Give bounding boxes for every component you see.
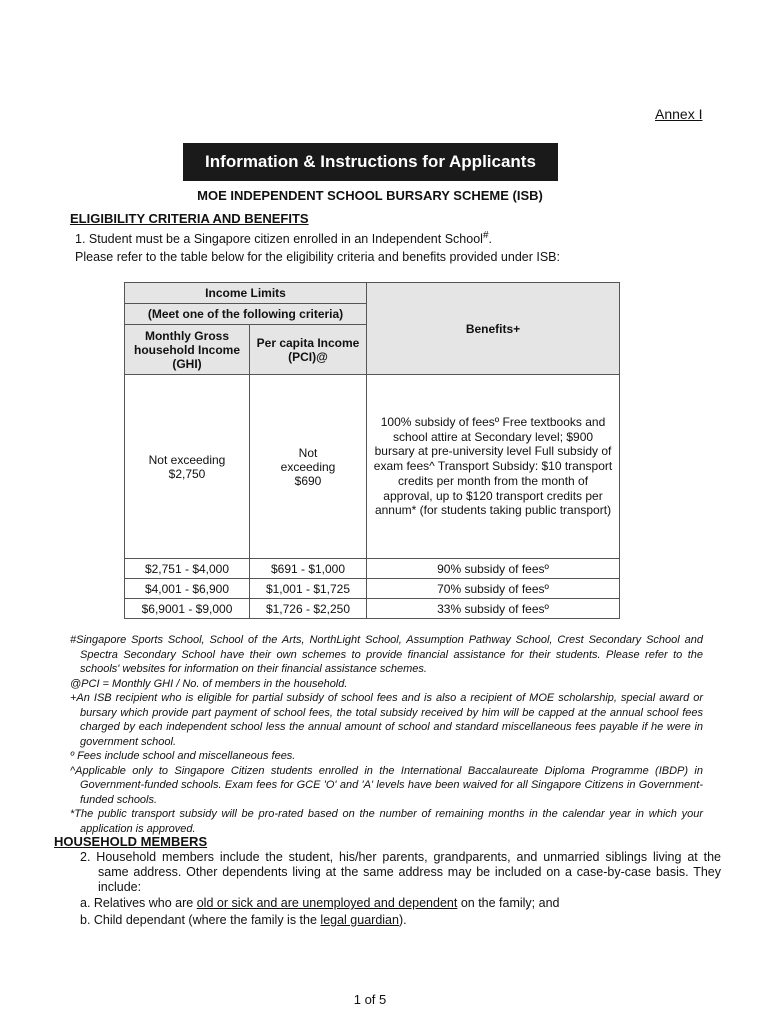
ghi-cell: $6,9001 - $9,000 [125, 599, 250, 619]
benefits-cell: 70% subsidy of feesº [367, 579, 620, 599]
income-limits-header: Income Limits [125, 283, 367, 304]
ghi-header: Monthly Gross household Income (GHI) [125, 325, 250, 375]
footnote-hash: #Singapore Sports School, School of the Arts, NorthLight School, Assumption Pathway School, Crest Secondary School and Spectra Secondary School have their own schemes to provide financial assistance for their students. Please refer to the schools' websites for information on their financial assistance schemes. [70, 634, 703, 675]
household-heading: HOUSEHOLD MEMBERS [54, 834, 208, 849]
page-title: Information & Instructions for Applicants [183, 143, 558, 181]
footnote-star: *The public transport subsidy will be pro-rated based on the number of remaining months in the calendar year in which your application is approved. [70, 808, 703, 835]
footnote-at: @PCI = Monthly GHI / No. of members in the household. [70, 677, 348, 690]
eligibility-table [124, 282, 620, 619]
ghi-cell: Not exceeding $2,750 [125, 375, 250, 559]
table-row [125, 599, 620, 619]
pci-cell: $1,726 - $2,250 [250, 599, 367, 619]
annex-label: Annex I [655, 106, 703, 122]
footnotes [70, 633, 703, 836]
page-number: 1 of 5 [353, 992, 387, 1007]
footnote-plus: +An ISB recipient who is eligible for partial subsidy of school fees and is also a recipient of MOE scholarship, special award or bursary which provide part payment of school fees, the total subsidy received by him will be capped at the annual school fees charged by each independent school less the annual amount of school and standard miscellaneous fees payable if he were in government school. [70, 692, 703, 748]
footnote-caret: ^Applicable only to Singapore Citizen students enrolled in the International Baccalaureate Diploma Programme (IBDP) in Government-funded schools. Exam fees for GCE 'O' and 'A' levels have been waived for all Singapore Citizens in Government-funded schools. [70, 764, 703, 806]
household-item-b: b. Child dependant (where the family is the legal guardian). [80, 913, 407, 927]
footnote-degree: º Fees include school and miscellaneous fees. [70, 750, 296, 762]
eligibility-heading: ELIGIBILITY CRITERIA AND BENEFITS [70, 211, 309, 226]
benefits-cell: 90% subsidy of feesº [367, 559, 620, 579]
table-row [125, 375, 620, 559]
benefits-header: Benefits+ [367, 283, 620, 375]
household-point-2: 2. Household members include the student, his/her parents, grandparents, and unmarried siblings living at the same address. Other dependents living at the same address may be included on a case-by-case basis. They include: [80, 850, 721, 894]
ghi-cell: $2,751 - $4,000 [125, 559, 250, 579]
pci-cell: $691 - $1,000 [250, 559, 367, 579]
benefits-cell: 33% subsidy of feesº [367, 599, 620, 619]
pci-header: Per capita Income (PCI)@ [250, 325, 367, 375]
household-item-a: a. Relatives who are old or sick and are unemployed and dependent on the family; and [80, 896, 560, 910]
pci-cell: Not exceeding $690 [250, 375, 367, 559]
table-row [125, 559, 620, 579]
eligibility-refer-text: Please refer to the table below for the eligibility criteria and benefits provided under ISB: [75, 250, 560, 264]
eligibility-point-1: 1. Student must be a Singapore citizen enrolled in an Independent School#. [75, 230, 492, 247]
scheme-subtitle: MOE INDEPENDENT SCHOOL BURSARY SCHEME (ISB) [197, 188, 543, 203]
pci-cell: $1,001 - $1,725 [250, 579, 367, 599]
table-row [125, 579, 620, 599]
ghi-cell: $4,001 - $6,900 [125, 579, 250, 599]
benefits-cell: 100% subsidy of feesº Free textbooks and school attire at Secondary level; $900 bursary at pre-university level Full subsidy of exam fees^ Transport Subsidy: $10 transport credits per month from the month of approval, up to $120 transport credits per annum* (for students taking public transport) [367, 375, 620, 559]
meet-one-header: (Meet one of the following criteria) [125, 304, 367, 325]
